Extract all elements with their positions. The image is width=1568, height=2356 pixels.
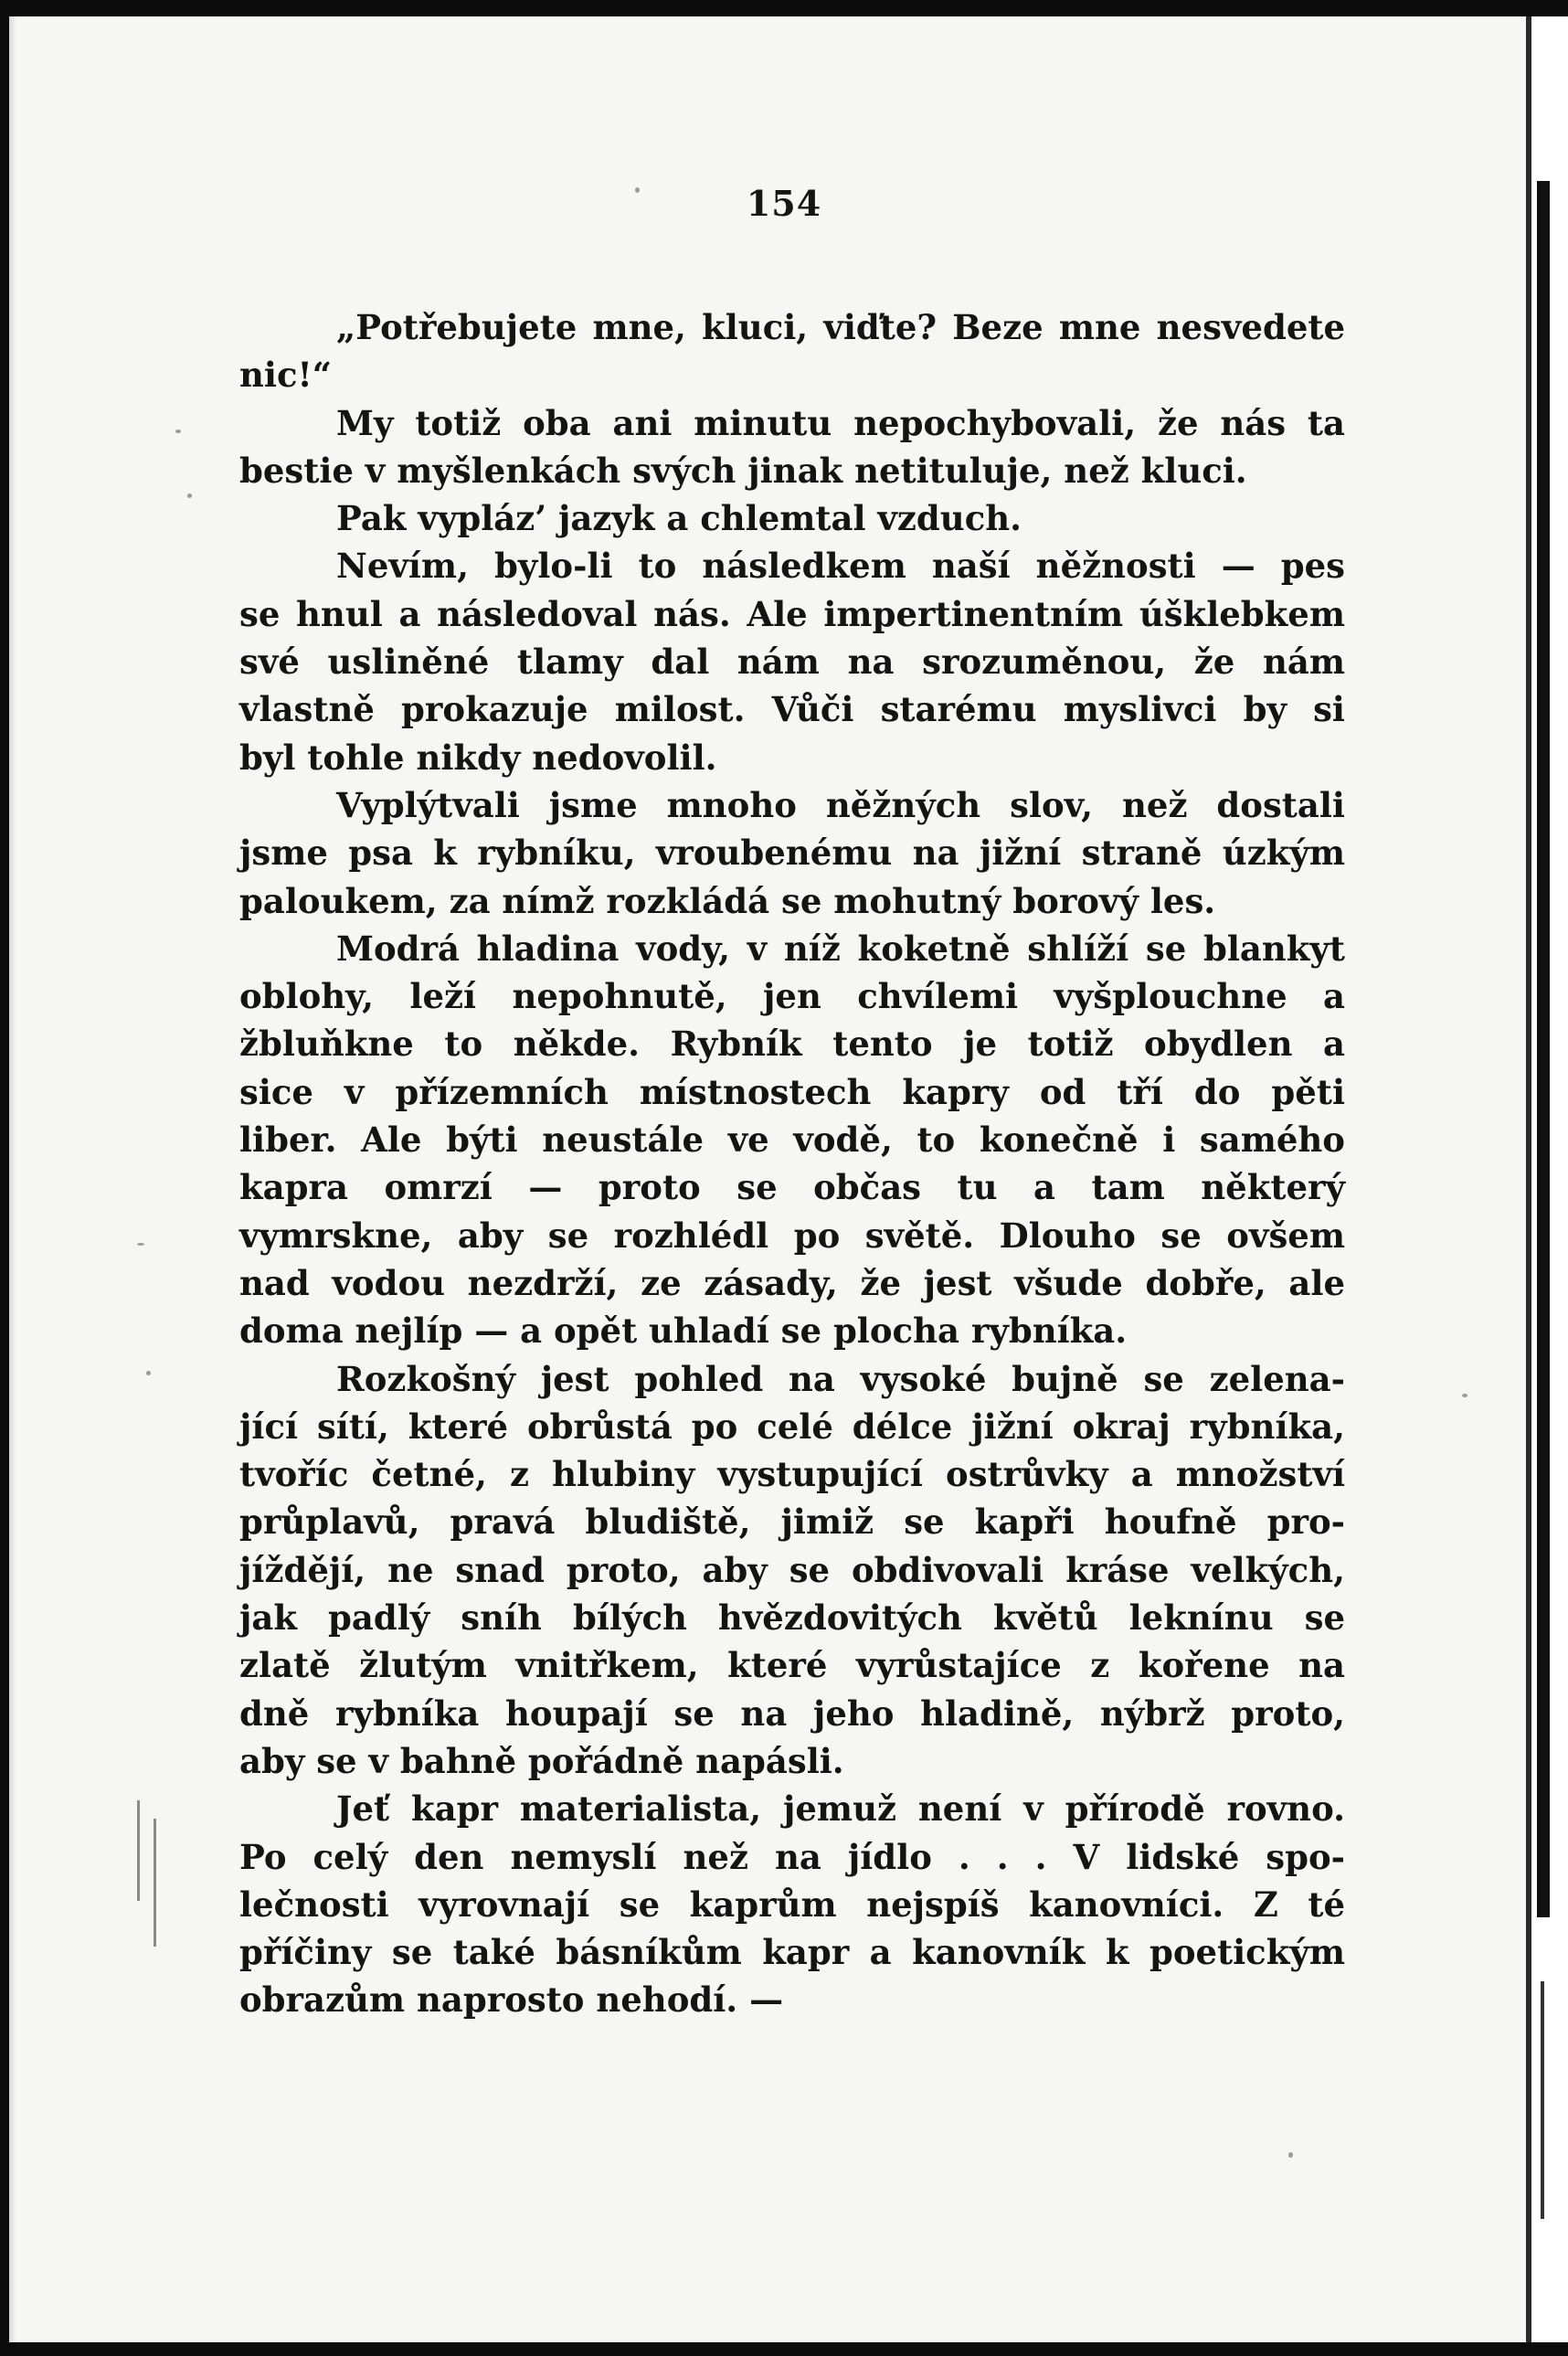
text-line: nad vodou nezdrží, ze zásady, že jest všude dobře, ale bbox=[239, 1262, 1345, 1303]
text-line: jíždějí, ne snad proto, aby se obdivovali kráse velkých, bbox=[239, 1549, 1345, 1590]
text-line: své usliněné tlamy dal nám na srozuměnou, že nám bbox=[239, 642, 1345, 683]
paper-speck bbox=[137, 1243, 144, 1246]
text-line: žbluňkne to někde. Rybník tento je totiž obydlen a bbox=[239, 1024, 1345, 1065]
scan-binding-shadow bbox=[1537, 181, 1550, 1917]
page-edge-shadow bbox=[9, 16, 16, 2342]
margin-scratch bbox=[137, 1800, 140, 1901]
text-line: zlatě žlutým vnitřkem, které vyrůstajíce z kořene na bbox=[239, 1645, 1345, 1686]
text-line: jak padlý sníh bílých hvězdovitých květů leknínu se bbox=[239, 1597, 1345, 1639]
text-line: doma nejlíp — a opět uhladí se plocha rybníka. bbox=[239, 1311, 1128, 1352]
text-line: Pak vypláz’ jazyk a chlemtal vzduch. bbox=[336, 498, 1022, 539]
page-number: 154 bbox=[746, 183, 822, 224]
text-line: dně rybníka houpají se na jeho hladině, nýbrž proto, bbox=[239, 1693, 1345, 1734]
text-line: Po celý den nemyslí než na jídlo . . . V lidské spo- bbox=[239, 1836, 1345, 1877]
text-line: Vyplýtvali jsme mnoho něžných slov, než dostali bbox=[336, 784, 1345, 825]
scan-binding-shadow-lower bbox=[1541, 1981, 1544, 2219]
text-line: byl tohle nikdy nedovolil. bbox=[239, 737, 717, 778]
text-line: sice v přízemních místnostech kapry od tří do pěti bbox=[239, 1071, 1345, 1112]
text-line: My totiž oba ani minutu nepochybovali, že nás ta bbox=[336, 402, 1345, 443]
text-line: jsme psa k rybníku, vroubenému na jižní straně úzkým bbox=[239, 833, 1345, 874]
text-line: jící sítí, které obrůstá po celé délce jižní okraj rybníka, bbox=[239, 1406, 1345, 1447]
text-line: obrazům naprosto nehodí. — bbox=[239, 1979, 784, 2021]
text-line: se hnul a následoval nás. Ale impertinentním úšklebkem bbox=[239, 593, 1345, 634]
text-line: Rozkošný jest pohled na vysoké bujně se zelena- bbox=[336, 1358, 1345, 1399]
paper-speck bbox=[1288, 2152, 1293, 2158]
text-line: vlastně prokazuje milost. Vůči starému myslivci by si bbox=[239, 689, 1345, 730]
paper-speck bbox=[187, 493, 192, 498]
text-line: tvoříc četné, z hlubiny vystupující ostrůvky a množství bbox=[239, 1454, 1345, 1495]
text-line: oblohy, leží nepohnutě, jen chvílemi vyšplouchne a bbox=[239, 976, 1345, 1017]
text-line: lečnosti vyrovnají se kaprům nejspíš kanovníci. Z té bbox=[239, 1884, 1345, 1925]
text-line: průplavů, pravá bludiště, jimiž se kapři houfně pro- bbox=[239, 1502, 1345, 1543]
text-line: nic!“ bbox=[239, 355, 333, 396]
paper-speck bbox=[146, 1371, 151, 1375]
text-line: příčiny se také básníkům kapr a kanovník k poetickým bbox=[239, 1932, 1345, 1973]
paper-speck bbox=[175, 430, 181, 433]
text-line: vymrskne, aby se rozhlédl po světě. Dlouho se ovšem bbox=[239, 1215, 1345, 1256]
body-text bbox=[239, 303, 1345, 2024]
paper-speck bbox=[1462, 1394, 1467, 1397]
text-line: kapra omrzí — proto se občas tu a tam některý bbox=[239, 1167, 1345, 1208]
text-line: Jeť kapr materialista, jemuž není v přírodě rovno. bbox=[336, 1788, 1345, 1830]
text-line: bestie v myšlenkách svých jinak netituluje, než kluci. bbox=[239, 450, 1247, 491]
text-line: Nevím, bylo-li to následkem naší něžnosti — pes bbox=[336, 546, 1345, 587]
text-line: liber. Ale býti neustále ve vodě, to konečně i samého bbox=[239, 1120, 1345, 1161]
text-line: „Potřebujete mne, kluci, viďte? Beze mne nesvedete bbox=[336, 307, 1345, 347]
text-line: paloukem, za nímž rozkládá se mohutný borový les. bbox=[239, 880, 1216, 921]
text-line: Modrá hladina vody, v níž koketně shlíží se blankyt bbox=[336, 928, 1345, 969]
text-line: aby se v bahně pořádně napásli. bbox=[239, 1740, 844, 1781]
scan-right-edge bbox=[1531, 16, 1568, 2342]
margin-scratch bbox=[154, 1819, 156, 1947]
